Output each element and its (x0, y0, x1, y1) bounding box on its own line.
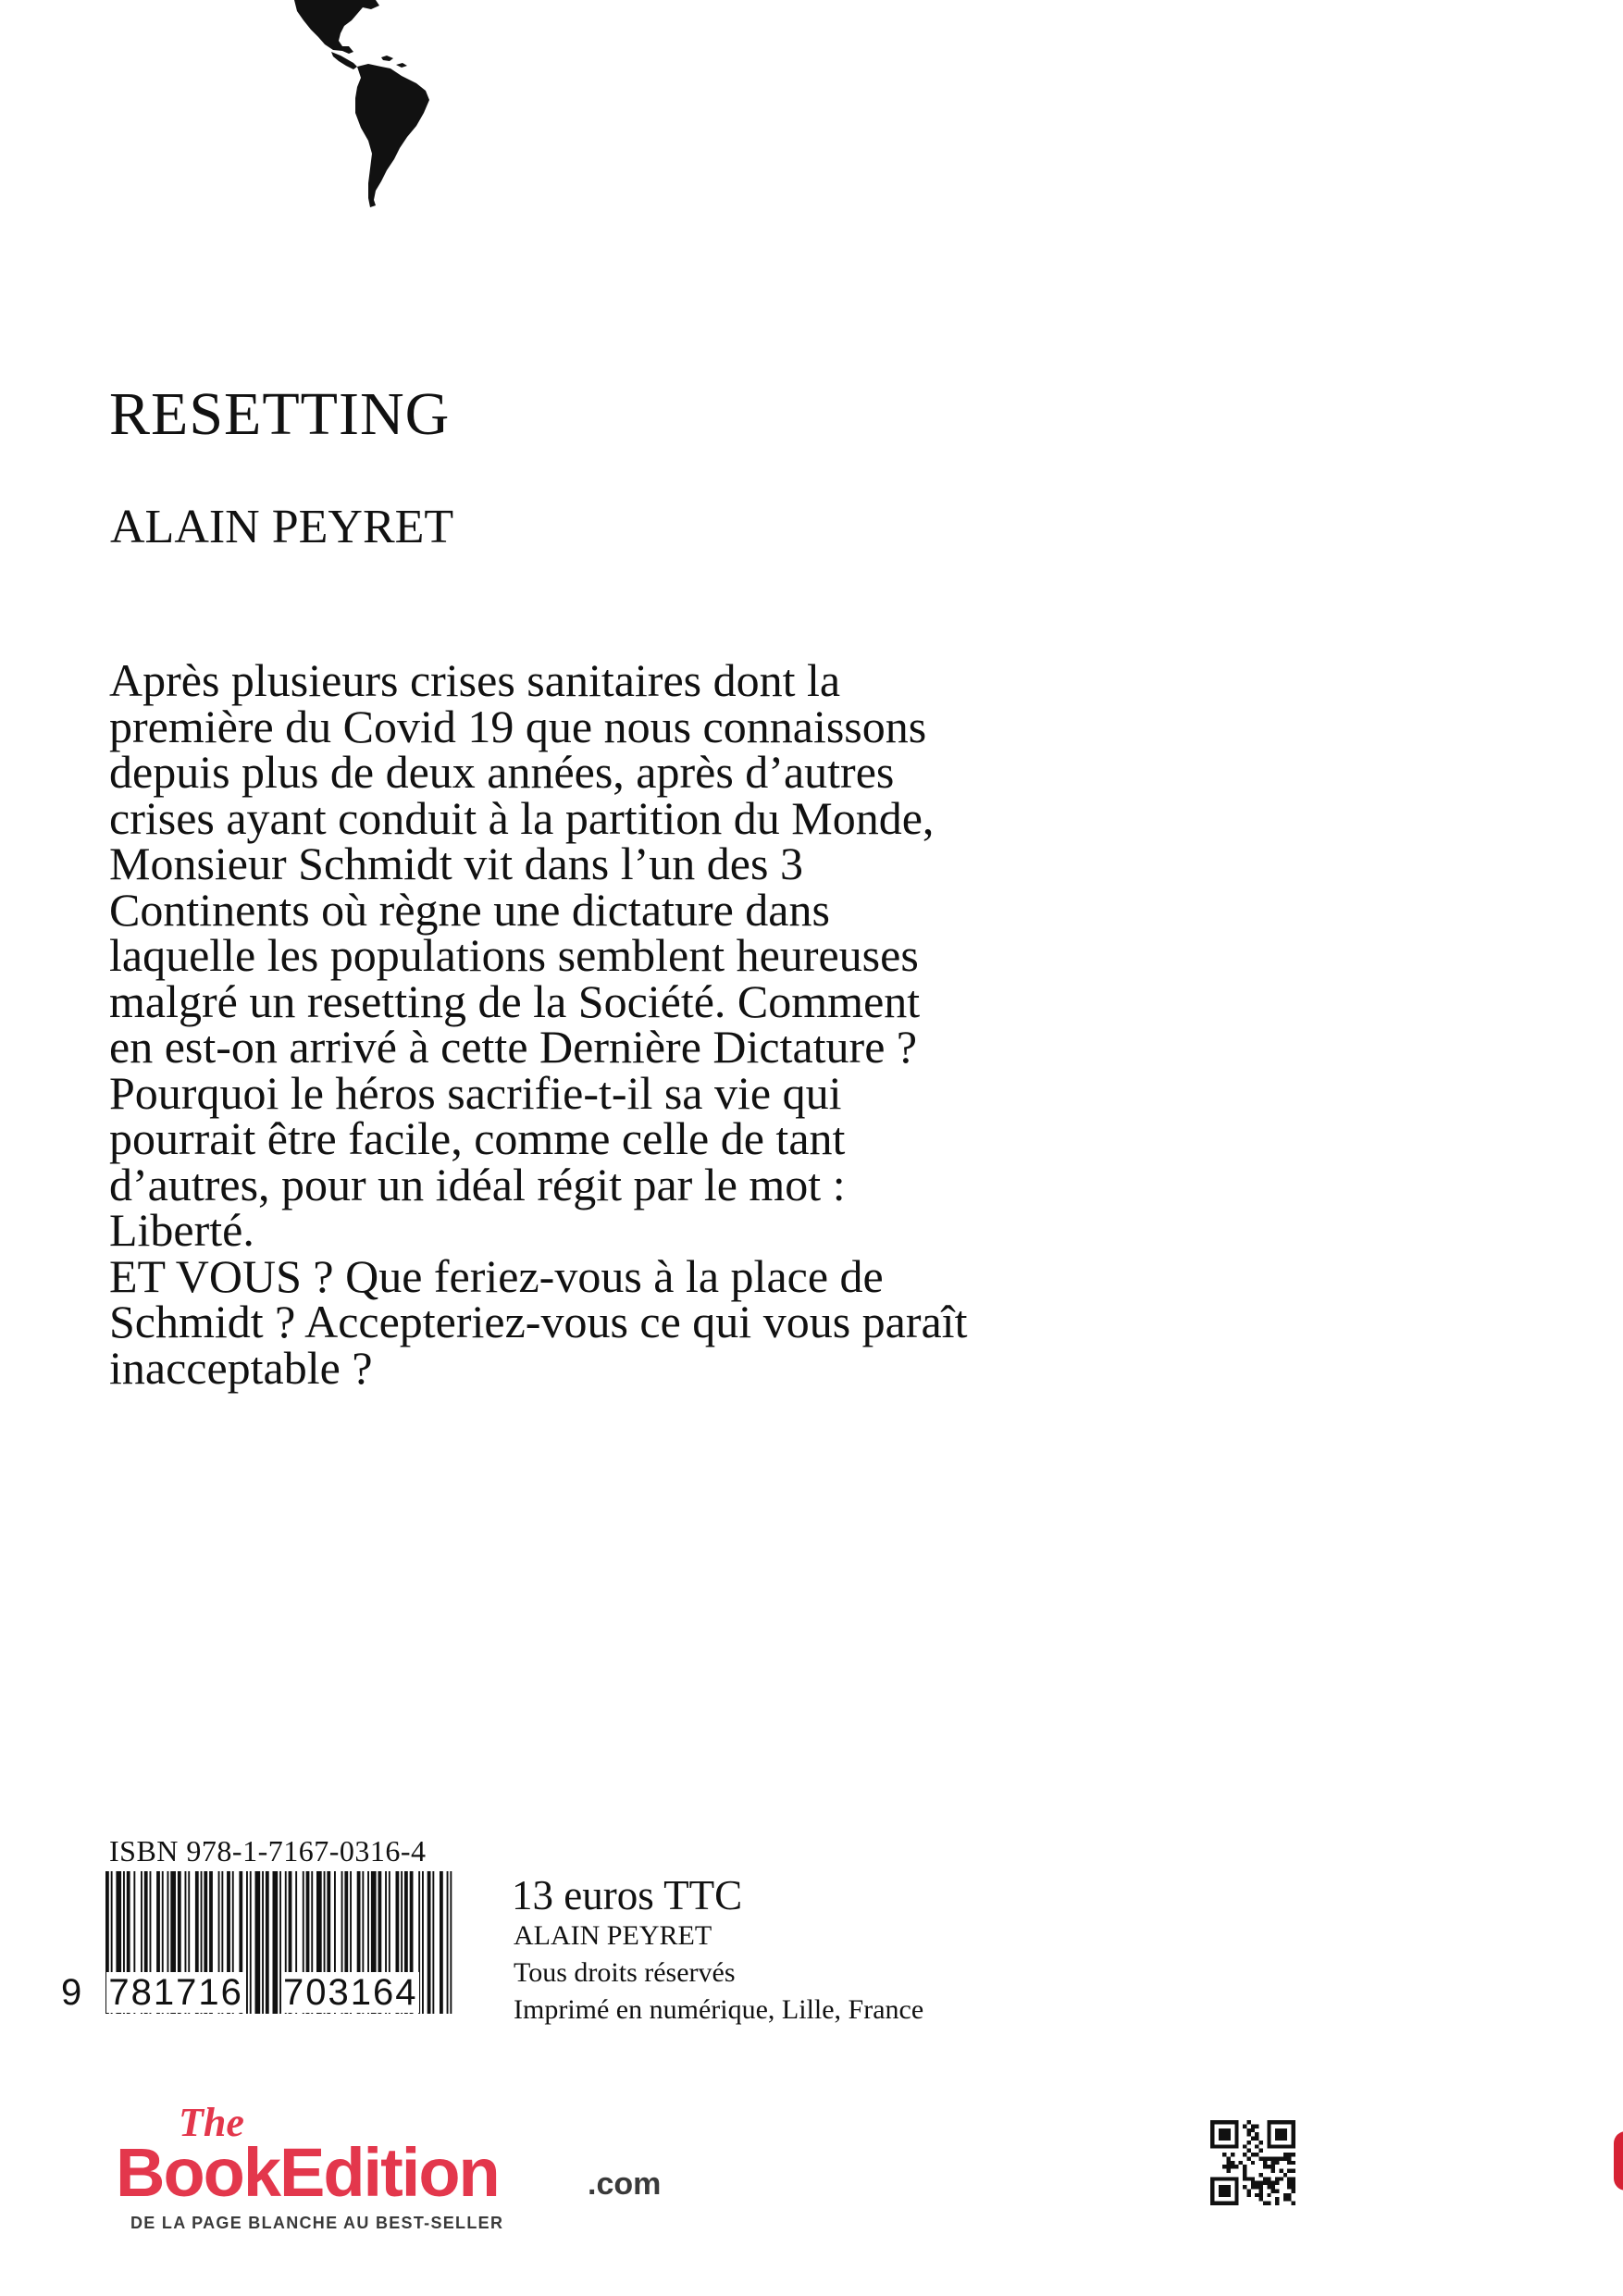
qr-module (1231, 2177, 1234, 2180)
qr-module (1246, 2120, 1250, 2124)
qr-module (1251, 2128, 1255, 2132)
blurb-line: Continents où règne une dictature dans (109, 883, 830, 936)
qr-module (1287, 2120, 1291, 2124)
qr-module (1234, 2181, 1238, 2185)
qr-module (1267, 2141, 1270, 2144)
qr-module (1231, 2120, 1234, 2124)
qr-module (1234, 2165, 1238, 2168)
qr-module (1243, 2185, 1246, 2189)
qr-module (1267, 2137, 1270, 2141)
barcode-bar (440, 1871, 443, 2014)
qr-module (1292, 2202, 1295, 2205)
blurb-line: Après plusieurs crises sanitaires dont la (109, 654, 841, 706)
qr-module (1239, 2161, 1243, 2165)
qr-module (1210, 2181, 1214, 2185)
price: 13 euros TTC (512, 1872, 743, 1918)
qr-module (1292, 2128, 1295, 2132)
qr-module (1263, 2165, 1267, 2168)
qr-module (1246, 2193, 1250, 2197)
blurb-line: pourrait être facile, comme celle de tant (109, 1112, 846, 1164)
qr-module (1234, 2189, 1238, 2192)
qr-module (1275, 2144, 1279, 2148)
qr-module (1227, 2165, 1231, 2168)
qr-module (1255, 2144, 1258, 2148)
qr-module (1287, 2169, 1291, 2173)
qr-module (1283, 2173, 1287, 2177)
qr-module (1227, 2144, 1231, 2148)
qr-module (1214, 2202, 1218, 2205)
qr-module (1243, 2173, 1246, 2177)
qr-module (1251, 2185, 1255, 2189)
qr-module (1287, 2197, 1291, 2201)
qr-module (1227, 2156, 1231, 2160)
qr-module (1271, 2169, 1275, 2173)
qr-module (1210, 2132, 1214, 2136)
qr-module (1279, 2144, 1282, 2148)
qr-module (1234, 2141, 1238, 2144)
qr-module (1267, 2120, 1270, 2124)
qr-module (1292, 2141, 1295, 2144)
qr-module (1234, 2185, 1238, 2189)
qr-module (1263, 2161, 1267, 2165)
qr-module (1275, 2161, 1279, 2165)
qr-module (1222, 2185, 1226, 2189)
qr-module (1234, 2193, 1238, 2197)
qr-module (1227, 2169, 1231, 2173)
qr-module (1287, 2156, 1291, 2160)
qr-module (1231, 2153, 1234, 2156)
rights-notice: Tous droits réservés (514, 1957, 736, 1988)
blurb-line: depuis plus de deux années, après d’autres (109, 746, 895, 798)
qr-module (1251, 2124, 1255, 2128)
qr-module (1283, 2128, 1287, 2132)
qr-module (1243, 2177, 1246, 2180)
qr-module (1279, 2120, 1282, 2124)
qr-module (1234, 2124, 1238, 2128)
qr-module (1222, 2132, 1226, 2136)
qr-module (1292, 2144, 1295, 2148)
qr-module (1283, 2193, 1287, 2197)
qr-module (1287, 2193, 1291, 2197)
qr-module (1222, 2189, 1226, 2192)
qr-module (1287, 2177, 1291, 2180)
logo-the: The (179, 2100, 244, 2145)
qr-module (1210, 2141, 1214, 2144)
qr-module (1275, 2120, 1279, 2124)
qr-module (1275, 2132, 1279, 2136)
qr-module (1243, 2165, 1246, 2168)
qr-module (1219, 2185, 1222, 2189)
qr-module (1287, 2153, 1291, 2156)
logo-domain: .com (588, 2166, 662, 2202)
qr-module (1255, 2185, 1258, 2189)
qr-module (1243, 2144, 1246, 2148)
qr-module (1263, 2156, 1267, 2160)
qr-module (1275, 2181, 1279, 2185)
qr-module (1234, 2128, 1238, 2132)
qr-module (1275, 2197, 1279, 2201)
qr-module (1222, 2120, 1226, 2124)
qr-module (1251, 2161, 1255, 2165)
qr-module (1259, 2197, 1263, 2201)
qr-module (1219, 2128, 1222, 2132)
qr-module (1283, 2156, 1287, 2160)
barcode-digits (61, 1972, 419, 2013)
qr-module (1287, 2185, 1291, 2189)
qr-module (1283, 2144, 1287, 2148)
qr-module (1251, 2181, 1255, 2185)
publisher-logo (116, 2102, 689, 2231)
qr-module (1243, 2124, 1246, 2128)
qr-module (1267, 2124, 1270, 2128)
qr-module (1271, 2185, 1275, 2189)
qr-module (1287, 2144, 1291, 2148)
qr-module (1210, 2144, 1214, 2148)
qr-module (1227, 2189, 1231, 2192)
qr-module (1259, 2185, 1263, 2189)
qr-module (1227, 2137, 1231, 2141)
qr-module (1234, 2137, 1238, 2141)
qr-module (1283, 2137, 1287, 2141)
qr-module (1292, 2137, 1295, 2141)
qr-module (1279, 2137, 1282, 2141)
qr-module (1251, 2153, 1255, 2156)
qr-module (1267, 2202, 1270, 2205)
qr-module (1292, 2153, 1295, 2156)
qr-module (1292, 2169, 1295, 2173)
qr-module (1287, 2161, 1291, 2165)
qr-module (1222, 2177, 1226, 2180)
blurb-line: Liberté. (109, 1204, 254, 1256)
qr-module (1267, 2144, 1270, 2148)
qr-module (1231, 2202, 1234, 2205)
qr-module (1210, 2120, 1214, 2124)
qr-module (1259, 2193, 1263, 2197)
barcode-bar (422, 1871, 424, 2014)
qr-module (1219, 2144, 1222, 2148)
blurb-line: inacceptable ? (109, 1341, 373, 1394)
blurb-line: Schmidt ? Accepteriez-vous ce qui vous paraît (109, 1296, 968, 1347)
qr-module (1246, 2141, 1250, 2144)
qr-module (1210, 2128, 1214, 2132)
qr-module (1234, 2120, 1238, 2124)
qr-module (1279, 2132, 1282, 2136)
qr-module (1210, 2193, 1214, 2197)
qr-module (1275, 2189, 1279, 2192)
qr-module (1271, 2161, 1275, 2165)
imprint-author: ALAIN PEYRET (514, 1920, 712, 1951)
qr-module (1210, 2177, 1214, 2180)
qr-module (1292, 2120, 1295, 2124)
imprint-info (514, 1917, 923, 2029)
qr-module (1227, 2193, 1231, 2197)
qr-module (1267, 2193, 1270, 2197)
blurb-line: laquelle les populations semblent heureuses (109, 929, 919, 981)
qr-module (1222, 2137, 1226, 2141)
qr-module (1255, 2193, 1258, 2197)
qr-module (1279, 2177, 1282, 2180)
qr-module (1219, 2177, 1222, 2180)
qr-module (1259, 2173, 1263, 2177)
qr-module (1231, 2161, 1234, 2165)
qr-module (1219, 2132, 1222, 2136)
qr-module (1292, 2185, 1295, 2189)
qr-module (1255, 2181, 1258, 2185)
qr-module (1227, 2161, 1231, 2165)
qr-module (1219, 2193, 1222, 2197)
world-map-americas-icon (278, 0, 490, 222)
qr-module (1267, 2128, 1270, 2132)
qr-module (1234, 2177, 1238, 2180)
barcode-digits-left: 781716 (108, 1972, 243, 2013)
blurb-line: Monsieur Schmidt vit dans l’un des 3 (109, 838, 803, 889)
qr-module (1222, 2128, 1226, 2132)
qr-module (1222, 2193, 1226, 2197)
barcode-bar (447, 1871, 449, 2014)
qr-module (1219, 2120, 1222, 2124)
qr-module (1210, 2202, 1214, 2205)
qr-module (1222, 2165, 1226, 2168)
qr-module (1275, 2128, 1279, 2132)
qr-module (1271, 2189, 1275, 2192)
qr-module (1227, 2185, 1231, 2189)
blurb-line: Pourquoi le héros sacrifie-t-il sa vie qui (109, 1066, 842, 1119)
qr-module (1283, 2153, 1287, 2156)
logo-name: BookEdition (116, 2134, 499, 2211)
qr-module (1243, 2153, 1246, 2156)
qr-module (1275, 2202, 1279, 2205)
isbn-label: ISBN 978-1-7167-0316-4 (109, 1834, 427, 1868)
qr-module (1267, 2185, 1270, 2189)
qr-module (1210, 2124, 1214, 2128)
qr-module (1234, 2144, 1238, 2148)
blurb-line: ET VOUS ? Que feriez-vous à la place de (109, 1249, 884, 1302)
qr-module (1267, 2132, 1270, 2136)
qr-module (1267, 2156, 1270, 2160)
blurb-line: malgré un resetting de la Société. Comment (109, 974, 921, 1027)
qr-module (1292, 2189, 1295, 2192)
qr-module (1222, 2153, 1226, 2156)
barcode-bar (450, 1871, 452, 2014)
qr-module (1255, 2153, 1258, 2156)
qr-module (1227, 2132, 1231, 2136)
qr-module (1219, 2202, 1222, 2205)
blurb-line: d’autres, pour un idéal régit par le mot : (109, 1158, 846, 1210)
qr-module (1292, 2124, 1295, 2128)
qr-module (1292, 2132, 1295, 2136)
qr-module (1234, 2132, 1238, 2136)
qr-module (1271, 2181, 1275, 2185)
qr-module (1246, 2149, 1250, 2153)
qr-module (1214, 2177, 1218, 2180)
qr-module (1259, 2189, 1263, 2192)
qr-module (1292, 2181, 1295, 2185)
qr-module (1267, 2177, 1270, 2180)
qr-module (1255, 2137, 1258, 2141)
qr-module (1210, 2197, 1214, 2201)
qr-module (1267, 2181, 1270, 2185)
blurb-line: crises ayant conduit à la partition du Monde, (109, 791, 935, 844)
qr-module (1246, 2189, 1250, 2192)
qr-module (1279, 2128, 1282, 2132)
qr-module (1259, 2181, 1263, 2185)
qr-module (1210, 2185, 1214, 2189)
qr-module (1263, 2177, 1267, 2180)
qr-module (1227, 2202, 1231, 2205)
qr-module (1292, 2177, 1295, 2180)
qr-module (1259, 2141, 1263, 2144)
barcode-digits-right: 703164 (282, 1972, 418, 2013)
barcode-digit-first: 9 (61, 1972, 84, 2013)
qr-module (1271, 2156, 1275, 2160)
qr-module (1227, 2128, 1231, 2132)
qr-module (1214, 2120, 1218, 2124)
qr-module (1271, 2144, 1275, 2148)
qr-module (1234, 2197, 1238, 2201)
qr-module (1234, 2202, 1238, 2205)
qr-code-icon (1210, 2120, 1295, 2205)
qr-module (1222, 2202, 1226, 2205)
qr-module (1210, 2189, 1214, 2192)
qr-module (1227, 2120, 1231, 2124)
qr-module (1246, 2177, 1250, 2180)
qr-module (1259, 2156, 1263, 2160)
logo-tagline: DE LA PAGE BLANCHE AU BEST-SELLER (130, 2214, 504, 2232)
qr-module (1287, 2181, 1291, 2185)
qr-module (1259, 2149, 1263, 2153)
barcode-bar (432, 1871, 434, 2014)
qr-module (1251, 2137, 1255, 2141)
qr-module (1271, 2165, 1275, 2168)
qr-module (1214, 2144, 1218, 2148)
barcode-bar (427, 1871, 431, 2014)
qr-module (1279, 2169, 1282, 2173)
qr-module (1283, 2132, 1287, 2136)
book-title: RESETTING (109, 380, 451, 448)
qr-module (1283, 2197, 1287, 2201)
blurb-line: première du Covid 19 que nous connaissons (109, 700, 927, 752)
qr-module (1251, 2177, 1255, 2180)
author-name: ALAIN PEYRET (110, 501, 454, 553)
qr-module (1219, 2137, 1222, 2141)
qr-module (1275, 2137, 1279, 2141)
qr-module (1210, 2137, 1214, 2141)
qr-module (1271, 2120, 1275, 2124)
qr-module (1243, 2169, 1246, 2173)
qr-module (1283, 2120, 1287, 2124)
qr-module (1279, 2156, 1282, 2160)
qr-module (1231, 2144, 1234, 2148)
qr-module (1263, 2181, 1267, 2185)
page-edge-tab (1614, 2131, 1623, 2191)
qr-module (1227, 2177, 1231, 2180)
qr-module (1222, 2144, 1226, 2148)
qr-module (1219, 2189, 1222, 2192)
qr-module (1246, 2128, 1250, 2132)
qr-module (1275, 2156, 1279, 2160)
qr-module (1231, 2165, 1234, 2168)
back-cover-blurb (109, 654, 1312, 1394)
qr-module (1255, 2132, 1258, 2136)
qr-module (1292, 2161, 1295, 2165)
qr-module (1246, 2156, 1250, 2160)
printing-notice: Imprimé en numérique, Lille, France (514, 1994, 924, 2025)
blurb-line: en est-on arrivé à cette Dernière Dictature ? (109, 1021, 918, 1073)
qr-module (1263, 2202, 1267, 2205)
qr-module (1267, 2165, 1270, 2168)
qr-module (1255, 2124, 1258, 2128)
qr-module (1246, 2132, 1250, 2136)
qr-module (1275, 2177, 1279, 2180)
